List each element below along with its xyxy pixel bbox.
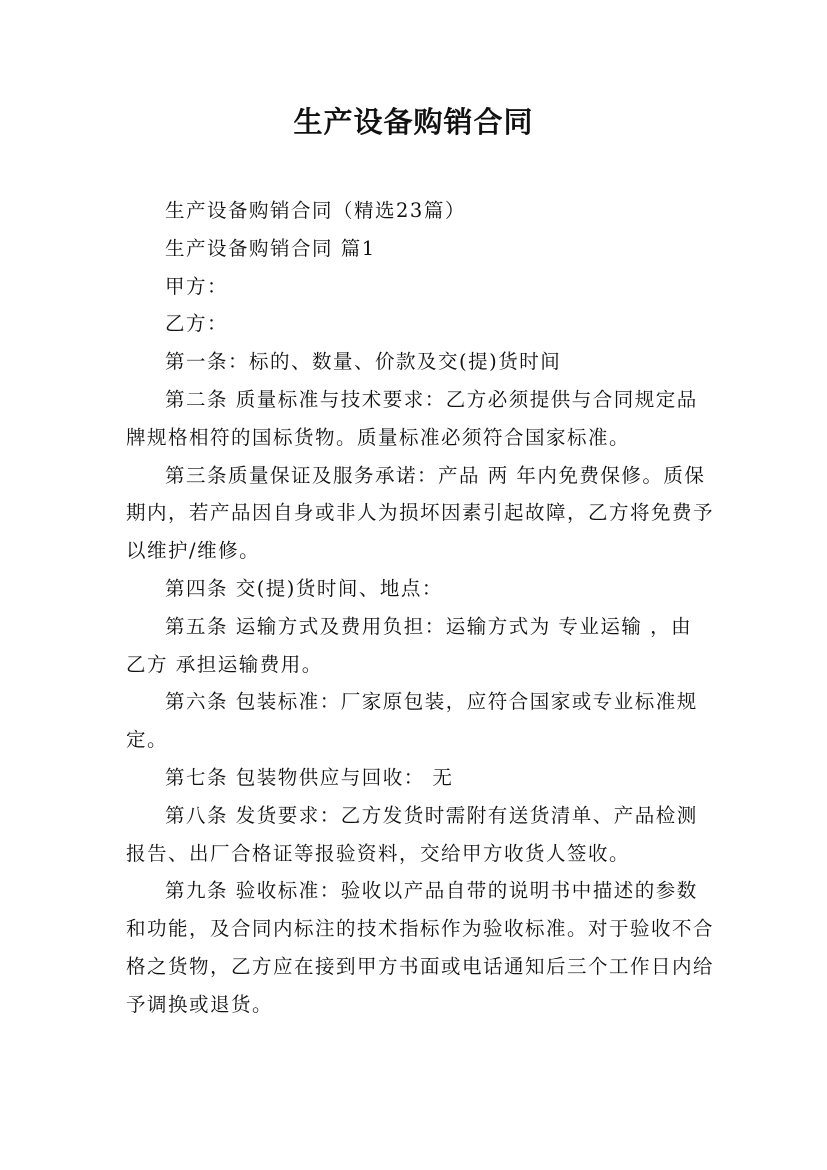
paragraph-article-5: 第五条 运输方式及费用负担：运输方式为 专业运输 ，由 乙方 承担运输费用。 <box>126 614 693 676</box>
paragraph-article-7: 第七条 包装物供应与回收： 无 <box>165 765 454 789</box>
paragraph-party-a: 甲方： <box>165 274 229 298</box>
paragraph-heading: 生产设备购销合同（精选23篇） <box>165 199 466 222</box>
document-title: 生产设备购销合同 <box>293 105 534 139</box>
paragraph-article-9: 第九条 验收标准：验收以产品自带的说明书中描述的参数和功能，及合同内标注的技术指标作为验收标准。对于验收不合格之货物，乙方应在接到甲方书面或电话通知后三个工作日内给予调换或退货。 <box>126 879 715 1016</box>
paragraph-party-b: 乙方： <box>165 312 229 336</box>
paragraph-article-6: 第六条 包装标准：厂家原包装，应符合国家或专业标准规定。 <box>126 690 698 752</box>
paragraph-article-1: 第一条：标的、数量、价款及交(提)货时间 <box>165 350 562 374</box>
paragraph-section-title: 生产设备购销合同 篇1 <box>165 236 376 260</box>
document-body <box>126 192 716 1024</box>
paragraph-article-3: 第三条质量保证及服务承诺：产品 两 年内免费保修。质保期内，若产品因自身或非人为损坏因素引起故障，乙方将免费予以维护/维修。 <box>126 463 715 563</box>
paragraph-article-2: 第二条 质量标准与技术要求：乙方必须提供与合同规定品牌规格相符的国标货物。质量标准必须符合国家标准。 <box>126 387 698 449</box>
paragraph-article-4: 第四条 交(提)货时间、地点： <box>165 576 443 600</box>
paragraph-article-8: 第八条 发货要求：乙方发货时需附有送货清单、产品检测报告、出厂合格证等报验资料，交给甲方收货人签收。 <box>126 803 698 865</box>
